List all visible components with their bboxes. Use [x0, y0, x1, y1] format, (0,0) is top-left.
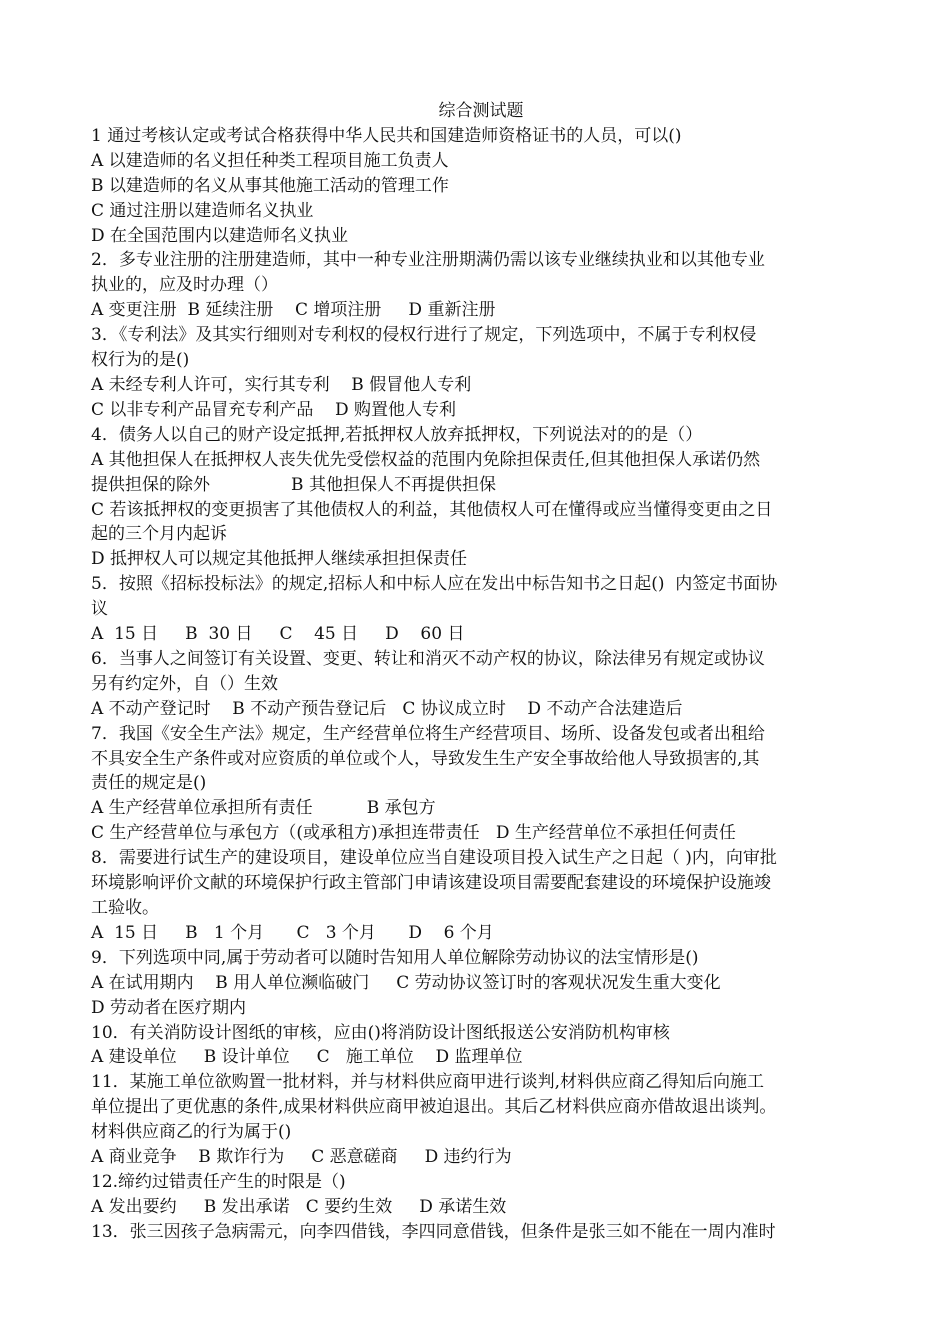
- question-4-option-c: C 若该抵押权的变更损害了其他债权人的利益，其他债权人可在懂得或应当懂得变更由之日: [91, 499, 773, 520]
- question-4-option-a-continued: 提供担保的除外 B 其他担保人不再提供担保: [91, 474, 496, 495]
- question-1: 1 通过考核认定或考试合格获得中华人民共和国建造师资格证书的人员，可以(): [91, 125, 682, 146]
- question-5: 5．按照《招标投标法》的规定,招标人和中标人应在发出中标告知书之日起() 内签定书面协: [91, 574, 778, 595]
- question-12-options: A 发出要约 B 发出承诺 C 要约生效 D 承诺生效: [91, 1196, 507, 1217]
- question-3-options-cd: C 以非专利产品冒充专利产品 D 购置他人专利: [91, 399, 457, 420]
- question-11-continued-2: 材料供应商乙的行为属于(): [91, 1122, 292, 1143]
- question-5-options: A 15 日 B 30 日 C 45 日 D 60 日: [91, 624, 465, 645]
- question-13: 13．张三因孩子急病需元，向李四借钱，李四同意借钱，但条件是张三如不能在一周内准时: [91, 1221, 776, 1242]
- question-7-continued-1: 不具安全生产条件或对应资质的单位或个人，导致发生生产安全事故给他人导致损害的,其: [91, 748, 760, 769]
- question-11: 11．某施工单位欲购置一批材料，并与材料供应商甲进行谈判,材料供应商乙得知后向施工: [91, 1072, 765, 1093]
- question-2: 2．多专业注册的注册建造师，其中一种专业注册期满仍需以该专业继续执业和以其他专业: [91, 250, 765, 271]
- question-8-options: A 15 日 B 1 个月 C 3 个月 D 6 个月: [91, 922, 494, 943]
- question-11-options: A 商业竞争 B 欺诈行为 C 恶意磋商 D 违约行为: [91, 1147, 512, 1168]
- question-4-option-c-continued: 起的三个月内起诉: [91, 524, 227, 545]
- question-7-options-cd: C 生产经营单位与承包方（(或承租方)承担连带责任 D 生产经营单位不承担任何责任: [91, 823, 736, 844]
- question-3-continued: 权行为的是(): [91, 350, 190, 371]
- question-12: 12.缔约过错责任产生的时限是（): [91, 1171, 346, 1192]
- question-3: 3．《专利法》及其实行细则对专利权的侵权行进行了规定，下列选项中，不属于专利权侵: [91, 325, 757, 346]
- question-6: 6．当事人之间签订有关设置、变更、转让和消灭不动产权的协议，除法律另有规定或协议: [91, 648, 765, 669]
- question-6-options: A 不动产登记时 B 不动产预告登记后 C 协议成立时 D 不动产合法建造后: [91, 698, 683, 719]
- question-4-option-d: D 抵押权人可以规定其他抵押人继续承担担保责任: [91, 549, 468, 570]
- question-9-option-d: D 劳动者在医疗期内: [91, 997, 247, 1018]
- question-10-options: A 建设单位 B 设计单位 C 施工单位 D 监理单位: [91, 1047, 523, 1068]
- question-9: 9．下列选项中同,属于劳动者可以随时告知用人单位解除劳动协议的法宝情形是(): [91, 947, 699, 968]
- question-4: 4．债务人以自己的财产设定抵押,若抵押权人放弃抵押权，下列说法对的的是（）: [91, 424, 703, 445]
- question-1-option-b: B 以建造师的名义从事其他施工活动的管理工作: [91, 175, 449, 196]
- question-7: 7．我国《安全生产法》规定，生产经营单位将生产经营项目、场所、设备发包或者出租给: [91, 723, 765, 744]
- question-2-continued: 执业的，应及时办理（）: [91, 275, 278, 296]
- question-8: 8．需要进行试生产的建设项目，建设单位应当自建设项目投入试生产之日起（ )内，向审批: [91, 848, 777, 869]
- document-title: 综合测试题: [438, 101, 524, 121]
- question-7-continued-2: 责任的规定是(): [91, 773, 207, 794]
- question-8-continued-2: 工验收。: [91, 898, 159, 918]
- question-10: 10．有关消防设计图纸的审核，应由()将消防设计图纸报送公安消防机构审核: [91, 1022, 670, 1043]
- document-body: [91, 99, 871, 1245]
- question-8-continued-1: 环境影响评价文献的环境保护行政主管部门申请该建设项目需要配套建设的环境保护设施竣: [91, 873, 771, 894]
- question-6-continued: 另有约定外，自（）生效: [91, 673, 278, 694]
- question-2-options: A 变更注册 B 延续注册 C 增项注册 D 重新注册: [91, 300, 496, 321]
- question-1-option-d: D 在全国范围内以建造师名义执业: [91, 225, 349, 246]
- question-11-continued-1: 单位提出了更优惠的条件,成果材料供应商甲被迫退出。其后乙材料供应商亦借故退出谈判。: [91, 1097, 777, 1118]
- question-4-option-a: A 其他担保人在抵押权人丧失优先受偿权益的范围内免除担保责任,但其他担保人承诺仍然: [91, 449, 761, 470]
- question-3-options-ab: A 未经专利人许可，实行其专利 B 假冒他人专利: [91, 374, 472, 395]
- question-1-option-c: C 通过注册以建造师名义执业: [91, 200, 314, 221]
- question-1-option-a: A 以建造师的名义担任种类工程项目施工负责人: [91, 150, 449, 171]
- question-7-options-ab: A 生产经营单位承担所有责任 B 承包方: [91, 798, 436, 819]
- question-5-continued: 议: [91, 599, 108, 620]
- question-9-options-abc: A 在试用期内 B 用人单位濒临破门 C 劳动协议签订时的客观状况发生重大变化: [91, 972, 721, 993]
